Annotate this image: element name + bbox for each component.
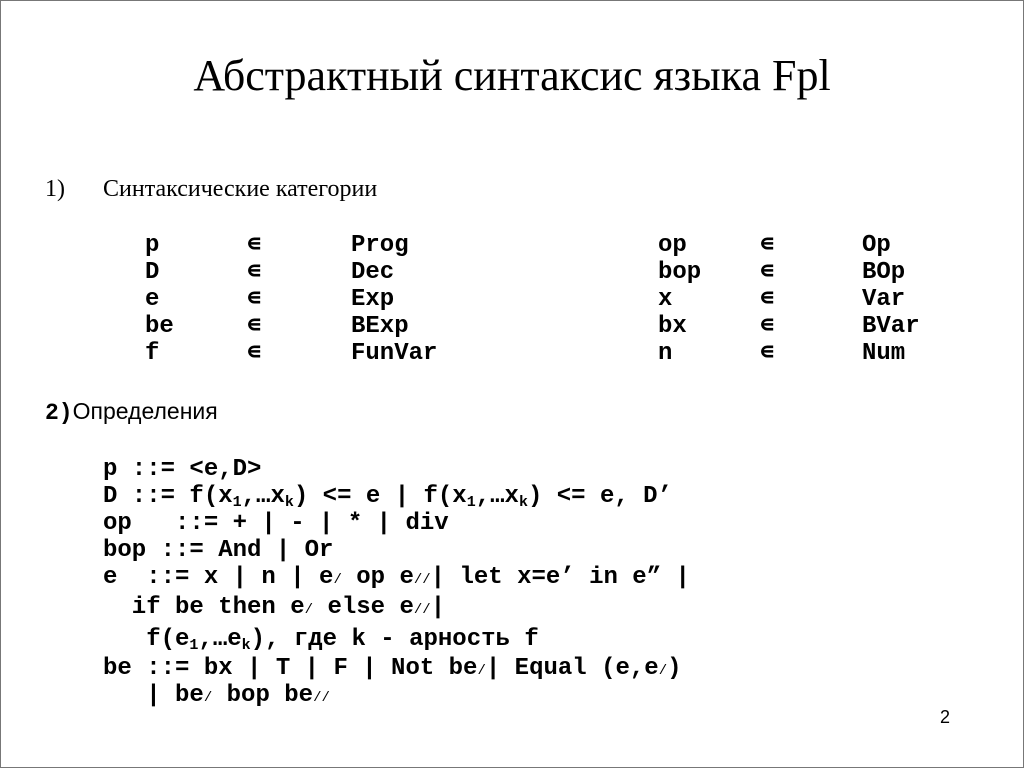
def-exp: e ::= x | n | e/ op e//| let x=e’ in e” | (103, 564, 690, 591)
page-number: 2 (940, 707, 951, 727)
def-exp-call: $f(e_1,\dots e_k)$, где k - арность f (103, 626, 539, 654)
def-dec: D ::= $f(x_1,\dots x_k) <= e$ | $f(x_1,\dots x_k) <= e$, D’ (103, 483, 672, 511)
section-1-number: 1) (45, 176, 65, 202)
def-exp-if: if be then e/ else e//| (103, 594, 446, 621)
def-bexp: be ::= bx | T | F | Not be/| Equal (e,e/) (103, 655, 682, 682)
def-op: op ::= + | - | * | div (103, 510, 449, 537)
section-2-number: 2) (45, 400, 73, 426)
section-2-label: Определения (72, 398, 218, 424)
def-bop: bop ::= And | Or (103, 537, 334, 564)
section-1-heading: Синтаксические категории (103, 176, 378, 202)
section-2-heading (45, 398, 218, 426)
slide-title: Абстрактный синтаксис языка Fpl (193, 51, 831, 100)
grammar-definitions (103, 456, 690, 709)
def-prog: p ::= <e,D> (103, 456, 262, 483)
def-bexp-bop: | be/ bop be// (103, 682, 330, 709)
